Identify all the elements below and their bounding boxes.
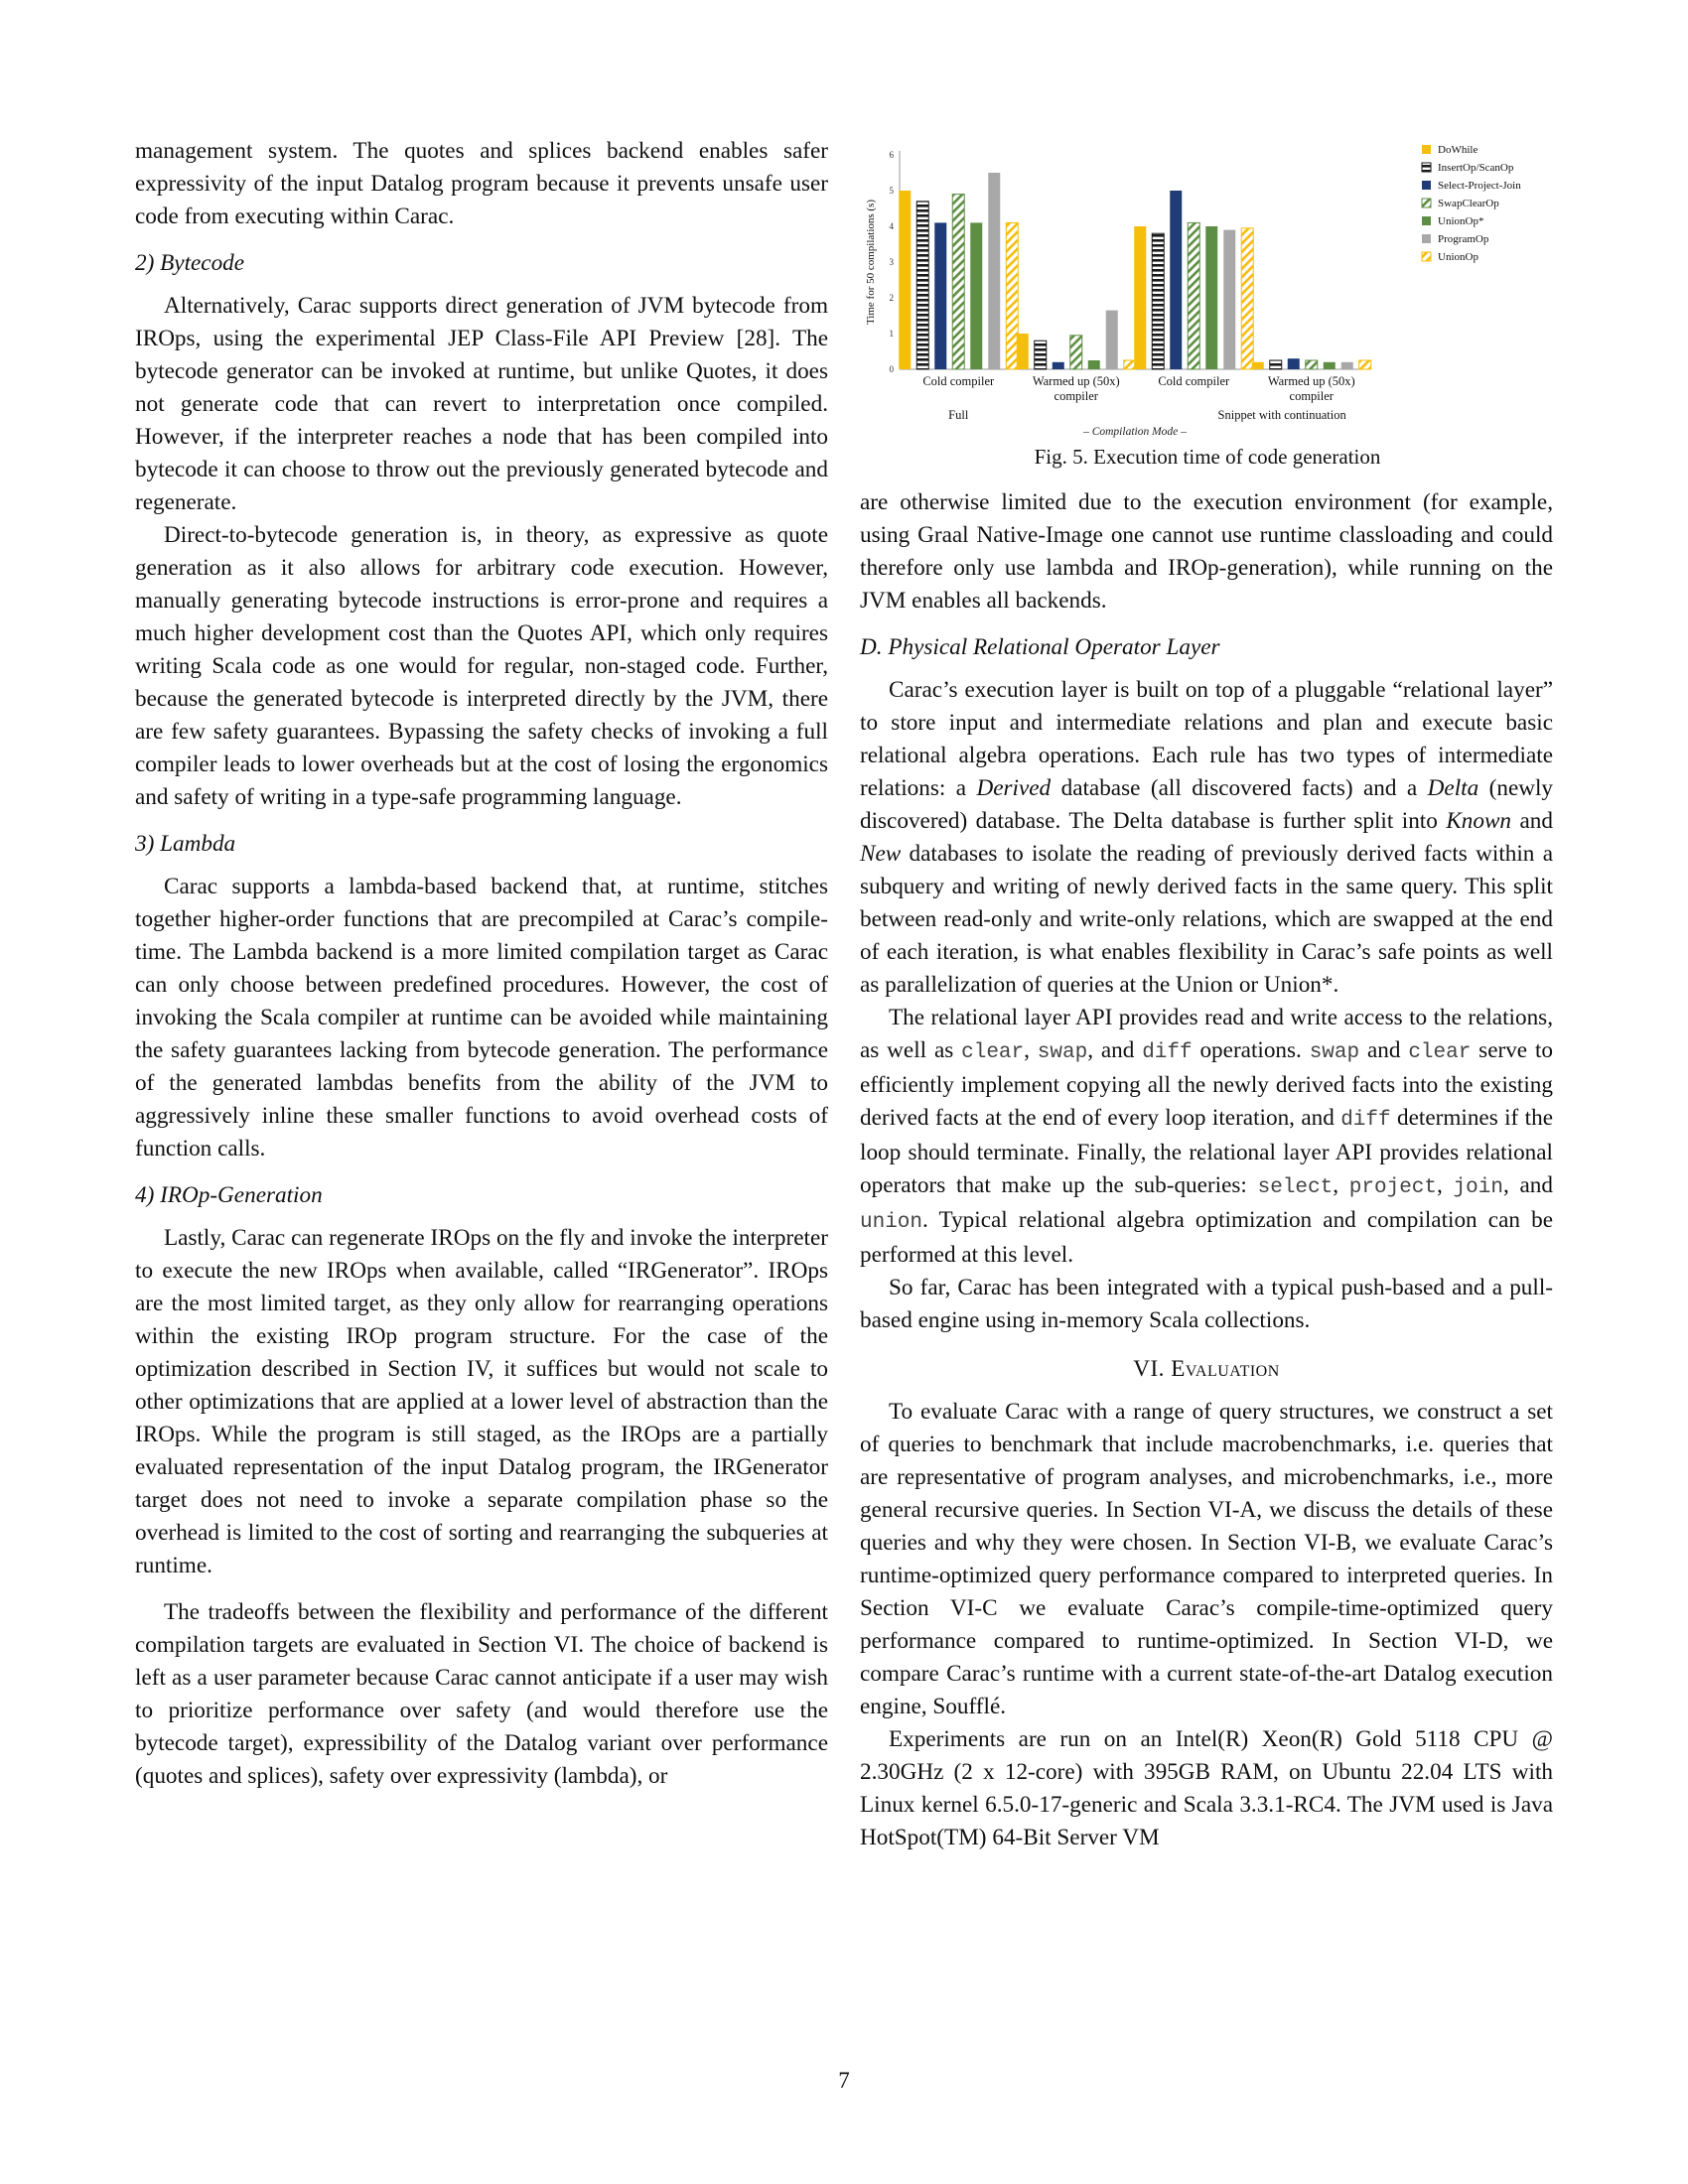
paragraph: Experiments are run on an Intel(R) Xeon(R) Gold 5118 CPU @ 2.30GHz (2 x 12-core) with 395GB RAM, on Ubuntu 22.04 LTS with Linux kernel 6.5.0-17-generic and Scala 3.3.1-RC4. The JVM used is Java HotSpot(TM) 64-Bit Server VM bbox=[860, 1726, 1553, 1850]
bar-select-project-join bbox=[1170, 191, 1182, 369]
bar-swapclearop bbox=[1306, 360, 1318, 369]
legend-swatch bbox=[1422, 145, 1431, 154]
paragraph: are otherwise limited due to the execution environment (for example, using Graal Native-Image one cannot use runtime classloading and could therefore only use lambda and IROp-generation), while running on the JVM enables all backends. bbox=[860, 489, 1553, 614]
paragraph: Carac’s execution layer is built on top of a pluggable “relational layer” to store input and intermediate relations and plan and execute basic relational algebra operations. Each rule has two types of intermediate relations: a Derived database (all discovered facts) and a Delta (newly discovered) database. The Delta database is further split into Known and New databases to isolate the reading of previously derived facts within a subquery and writing of newly derived facts in the same query. This split between read-only and write-only relations, which are swapped at the end of each iteration, is what enables flexibility in Carac’s safe points as well as parallelization of queries at the Union or Union*. bbox=[860, 677, 1554, 998]
subsection-heading-irop: 4) IROp-Generation bbox=[135, 1182, 323, 1208]
y-tick-label: 4 bbox=[889, 221, 894, 231]
bar-insertop-scanop bbox=[1152, 233, 1164, 369]
bar-programop bbox=[988, 173, 1000, 369]
page-number: 7 bbox=[838, 2068, 850, 2093]
bar-unionop bbox=[1241, 228, 1253, 369]
figure-caption: Fig. 5. Execution time of code generation bbox=[1034, 445, 1381, 469]
paragraph: So far, Carac has been integrated with a typical push-based and a pull-based engine using in-memory Scala collections. bbox=[860, 1275, 1553, 1333]
bar-dowhile bbox=[899, 191, 911, 369]
x-category-label: Cold compiler bbox=[1158, 374, 1230, 388]
subsection-heading-bytecode: 2) Bytecode bbox=[135, 250, 245, 276]
x-axis-label: – Compilation Mode – bbox=[1083, 426, 1187, 438]
bar-unionop bbox=[1124, 360, 1136, 369]
y-axis-label: Time for 50 compilations (s) bbox=[865, 199, 877, 326]
legend-label: DoWhile bbox=[1438, 144, 1478, 156]
legend-swatch bbox=[1422, 199, 1431, 207]
bar-unionop bbox=[1006, 222, 1018, 369]
y-tick-label: 3 bbox=[889, 257, 894, 267]
paragraph: management system. The quotes and splices backend enables safer expressivity of the input Datalog program because it prevents unsafe user code from executing within Carac. bbox=[135, 138, 828, 229]
x-category-label: compiler bbox=[1289, 389, 1334, 403]
x-category-label: Warmed up (50x) bbox=[1032, 374, 1120, 388]
bar-swapclearop bbox=[952, 195, 964, 369]
x-category-label: Warmed up (50x) bbox=[1267, 374, 1355, 388]
legend-label: ProgramOp bbox=[1438, 233, 1489, 245]
legend-swatch bbox=[1422, 163, 1431, 172]
bar-insertop-scanop bbox=[916, 202, 928, 369]
bar-unionop- bbox=[970, 222, 982, 369]
paragraph: The relational layer API provides read and write access to the relations, as well as clear, swap, and diff operations. swap and clear serve to efficiently implement copying all the newly derived facts into the existing derived facts at the end of every loop iteration, and diff determines if the loop should terminate. Finally, the relational layer API provides relational operators that make up the sub-queries: select, project, join, and union. Typical relational algebra optimization and compilation can be performed at this level. bbox=[860, 1005, 1553, 1268]
x-category-label: Cold compiler bbox=[922, 374, 995, 388]
bar-unionop- bbox=[1088, 360, 1100, 369]
y-tick-label: 5 bbox=[889, 186, 894, 196]
legend-swatch bbox=[1422, 181, 1431, 190]
bar-unionop bbox=[1359, 360, 1371, 369]
bar-select-project-join bbox=[1288, 358, 1300, 369]
legend-label: SwapClearOp bbox=[1438, 198, 1499, 209]
y-tick-label: 1 bbox=[889, 329, 894, 339]
subsection-heading-lambda: 3) Lambda bbox=[135, 831, 236, 857]
x-group-label: Full bbox=[948, 408, 969, 422]
paragraph: The tradeoffs between the flexibility and performance of the different compilation targets are evaluated in Section VI. The choice of backend is left as a user parameter because Carac cannot anticipate if a user may wish to prioritize performance over safety (and would therefore use the bytecode target), expressibility of the Datalog variant over performance (quotes and splices), safety over expressivity (lambda), or bbox=[135, 1599, 828, 1789]
legend-label: UnionOp bbox=[1438, 251, 1478, 263]
paragraph: Carac supports a lambda-based backend that, at runtime, stitches together higher-order functions that are precompiled at Carac’s compile-time. The Lambda backend is a more limited compilation target as Carac can only choose between predefined procedures. However, the cost of invoking the Scala compiler at runtime can be avoided while maintaining the safety guarantees lacking from bytecode generation. The performance of the generated lambdas benefits from the ability of the JVM to aggressively inline these smaller functions to avoid overhead costs of function calls. bbox=[135, 874, 828, 1161]
bar-select-project-join bbox=[1053, 362, 1064, 369]
paragraph: Direct-to-bytecode generation is, in theory, as expressive as quote generation as it also allows for arbitrary code execution. However, manually generating bytecode instructions is error-prone and requires a much higher development cost than the Quotes API, which only requires writing Scala code as one would for regular, non-staged code. Further, because the generated bytecode is interpreted directly by the JVM, there are few safety guarantees. Bypassing the safety checks of invoking a full compiler leads to lower overheads but at the cost of losing the ergonomics and safety of writing in a type-safe programming language. bbox=[135, 522, 828, 810]
y-tick-label: 2 bbox=[889, 293, 894, 303]
bar-programop bbox=[1223, 230, 1235, 369]
paragraph: Lastly, Carac can regenerate IROps on the fly and invoke the interpreter to execute the new IROps when available, called “IRGenerator”. IROps are the most limited target, as they only allow for rearranging operations within the existing IROp program structure. For the case of the optimization described in Section IV, it suffices but would not scale to other optimizations that are applied at a lower level of abstraction than the IROps. While the program is still staged, as the IROps are a partially evaluated representation of the input Datalog program, the IRGenerator target does not need to invoke a separate compilation phase so the overhead is limited to the cost of sorting and rearranging the subqueries at runtime. bbox=[135, 1225, 828, 1578]
bar-swapclearop bbox=[1188, 222, 1199, 369]
execution-time-chart bbox=[860, 135, 1555, 443]
x-group-label: Snippet with continuation bbox=[1217, 408, 1346, 422]
bar-dowhile bbox=[1252, 362, 1264, 369]
section-heading-physical-layer: D. Physical Relational Operator Layer bbox=[860, 634, 1220, 660]
bar-unionop- bbox=[1205, 226, 1217, 369]
legend-swatch bbox=[1422, 216, 1431, 225]
legend-label: UnionOp* bbox=[1438, 215, 1484, 227]
bar-programop bbox=[1341, 362, 1353, 369]
bar-insertop-scanop bbox=[1270, 360, 1282, 369]
paragraph: To evaluate Carac with a range of query structures, we construct a set of queries to benchmark that include macrobenchmarks, i.e. queries that are representative of program analyses, and microbenchmarks, i.e., more general recursive queries. In Section VI-A, we discuss the details of these queries and why they were chosen. In Section VI-B, we evaluate Carac’s runtime-optimized query performance compared to interpreted queries. In Section VI-C we evaluate Carac’s compile-time-optimized query performance compared to runtime-optimized. In Section VI-D, we compare Carac’s runtime with a current state-of-the-art Datalog execution engine, Soufflé. bbox=[860, 1399, 1553, 1719]
bar-dowhile bbox=[1134, 226, 1146, 369]
y-tick-label: 0 bbox=[889, 364, 894, 374]
y-tick-label: 6 bbox=[889, 150, 894, 160]
bar-insertop-scanop bbox=[1035, 341, 1047, 369]
right-column bbox=[860, 486, 1553, 1854]
bar-unionop- bbox=[1324, 362, 1336, 369]
bar-dowhile bbox=[1017, 334, 1029, 369]
bar-programop bbox=[1106, 311, 1118, 369]
legend-label: InsertOp/ScanOp bbox=[1438, 162, 1514, 174]
bar-swapclearop bbox=[1070, 336, 1082, 369]
paragraph: Alternatively, Carac supports direct generation of JVM bytecode from IROps, using the experimental JEP Class-File API Preview [28]. The bytecode generator can be invoked at runtime, but unlike Quotes, it does not generate code that can revert to interpretation once compiled. However, if the interpreter reaches a node that has been compiled into bytecode it can choose to throw out the previously generated bytecode and regenerate. bbox=[135, 293, 828, 515]
legend-label: Select-Project-Join bbox=[1438, 180, 1521, 192]
section-heading-evaluation: VI. Evaluation bbox=[1133, 1356, 1280, 1382]
legend-swatch bbox=[1422, 234, 1431, 243]
bar-select-project-join bbox=[934, 222, 946, 369]
legend-swatch bbox=[1422, 252, 1431, 261]
x-category-label: compiler bbox=[1054, 389, 1098, 403]
left-column bbox=[135, 135, 828, 1793]
figure-5 bbox=[860, 135, 1555, 482]
